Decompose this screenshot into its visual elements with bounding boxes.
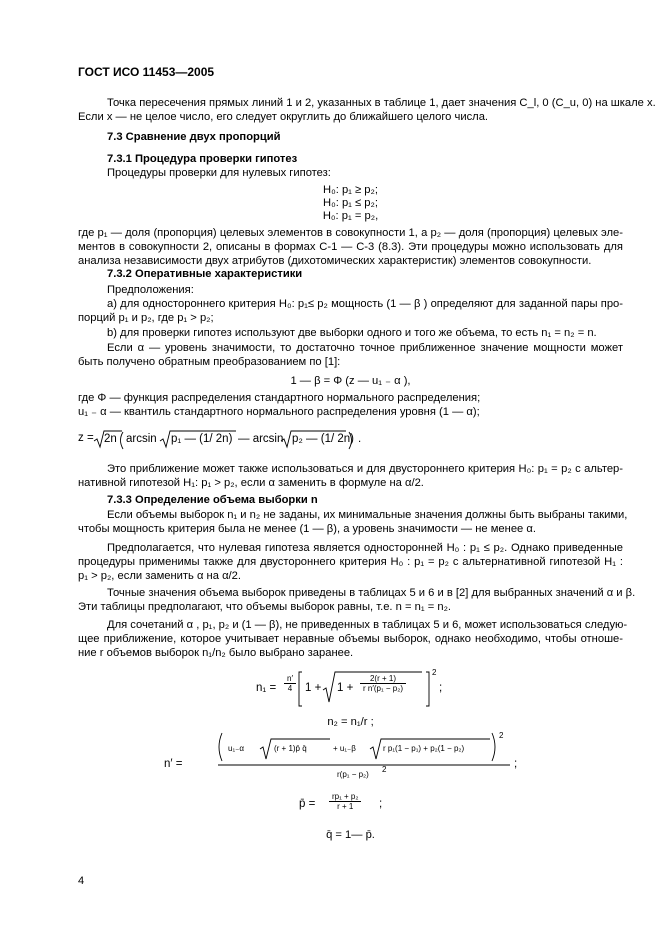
n1-power: 2 <box>432 668 437 677</box>
n-prime-denominator: r(p₁ − p₂) <box>337 770 369 779</box>
z-sqrt-2n: 2n <box>104 433 117 445</box>
formula-n2: n₂ = n₁/r ; <box>327 716 374 728</box>
approx-line: Это приближение может также использоваться и для двустороннего критерия H₀: p₁ = p₂ с альтер- <box>107 463 623 475</box>
assumption-a-line: а) для одностороннего критерия H₀: p₁≤ p₂ мощность (1 — β ) определяют для заданной пары про- <box>107 298 623 310</box>
hypothesis-1: H₀: p₁ ≥ p₂; <box>323 184 378 196</box>
paragraph-line: анализа независимости двух атрибутов (дихотомических характеристик) элементов совокупности. <box>78 255 592 267</box>
paragraph-line: p₁ > p₂, если заменить α на α/2. <box>78 570 241 582</box>
paragraph-line: Точные значения объема выборок приведены в таблицах 5 и 6 и в [2] для выбранных значений α и β. <box>107 587 636 599</box>
alpha-line: Если α — уровень значимости, то достаточно точное приближенное значение мощности может <box>107 342 623 354</box>
power-formula: 1 — β = Φ (z — u₁ ₋ α ), <box>290 375 411 387</box>
document-header: ГОСТ ИСО 11453—2005 <box>78 65 215 79</box>
intro-line-2: Если x — не целое число, его следует округлить до ближайшего целого числа. <box>78 111 489 123</box>
where-phi: где Φ — функция распределения стандартного нормального распределения; <box>78 392 481 404</box>
section-7-3-3-heading: 7.3.3 Определение объема выборки n <box>107 494 318 506</box>
formula-n1 <box>256 668 456 710</box>
assumption-a-line: порций p₁ и p₂, где p₁ > p₂; <box>78 312 214 324</box>
n-prime-u1: u₁₋α <box>228 744 244 753</box>
z-lhs: z = <box>78 432 94 444</box>
paragraph-line: Для сочетаний α , p₁, p₂ и (1 — β), не приведенных в таблицах 5 и 6, может использоваться следую- <box>107 619 628 631</box>
n-prime-radicand-1: (r + 1)p̄ q̄ <box>274 744 307 753</box>
formula-p-bar <box>299 790 419 820</box>
hypothesis-2: H₀: p₁ ≤ p₂; <box>323 197 378 209</box>
n1-end: ; <box>439 682 443 694</box>
p-bar-fraction: $\frac{\text{rp₁ + p₂}}{r + 1}$ <box>329 792 361 811</box>
assumption-b-line: b) для проверки гипотез используют две выборки одного и того же объема, то есть n₁ = n₂ = n. <box>107 327 597 339</box>
n-prime-plus-u: + u₁₋β <box>333 744 356 753</box>
p-bar-end: ; <box>379 798 383 810</box>
n-prime-den-power: 2 <box>382 765 387 774</box>
alpha-line: быть получено обратным преобразованием по [1]: <box>78 356 341 368</box>
section-7-3-heading: 7.3 Сравнение двух пропорций <box>107 131 281 143</box>
n1-fraction: $\frac{n'}{4}$ <box>284 674 296 693</box>
page-number: 4 <box>78 875 85 887</box>
n-prime-radicand-2: r p₁(1 − p₁) + p₂(1 − p₂) <box>383 744 465 753</box>
n1-one-plus: 1 + <box>305 682 322 694</box>
hypothesis-3: H₀: p₁ = p₂, <box>322 210 379 222</box>
n-prime-end: ; <box>514 758 518 770</box>
approx-line: нативной гипотезой H₁: p₁ > p₂, если α заменить в формуле на α/2. <box>78 477 424 489</box>
p-bar-lhs: p̄ = <box>299 798 316 810</box>
assumptions-label: Предположения: <box>107 284 194 296</box>
z-formula: z = 2n arcsin p₁ — (1/ 2n) — arcsin p₂ — (1/ 2n) . <box>78 429 378 453</box>
n-prime-lhs: n′ = <box>164 758 183 770</box>
paragraph-line: где p₁ — доля (пропорция) целевых элементов в совокупности 1, а p₂ — доля (пропорция) целевых эле- <box>78 227 623 239</box>
n1-inner-fraction: $\frac{2(r + 1)}{\text{r n′(p₁ − p₂)}}$ <box>360 674 406 693</box>
intro-line-1: Точка пересечения прямых линий 1 и 2, указанных в таблице 1, дает значения C_l, 0 (C_u, 0) на шкале x. <box>107 97 656 109</box>
formula-q-bar: q̄ = 1— p̄. <box>326 829 375 841</box>
paragraph-line: щее приближение, которое учитывает неравные объемы выборок, однако необходимо, чтобы отноше- <box>78 633 623 645</box>
z-minus-arcsin: — arcsin <box>238 433 284 445</box>
hypotheses-intro: Процедуры проверки для нулевых гипотез: <box>107 167 331 179</box>
where-u: u₁ ₋ α — квантиль стандартного нормального распределения уровня (1 — α); <box>78 406 480 418</box>
paragraph-line: чтобы мощность критерия была не менее (1 — β), а уровень значимости — не менее α. <box>78 523 536 535</box>
paragraph-line: Предполагается, что нулевая гипотеза является односторонней H₀ : p₁ ≤ p₂. Однако приведенные <box>107 542 623 554</box>
z-arg-1: p₁ — (1/ 2n) <box>171 433 233 445</box>
n-prime-power: 2 <box>499 731 504 740</box>
z-arcsin-1: arcsin <box>126 433 157 445</box>
section-7-3-1-heading: 7.3.1 Процедура проверки гипотез <box>107 153 298 165</box>
paragraph-line: ние r объемов выборок n₁/n₂ было выбрано заранее. <box>78 647 354 659</box>
section-7-3-2-heading: 7.3.2 Оперативные характеристики <box>107 268 303 280</box>
z-arg-2: p₂ — (1/ 2n) <box>292 433 354 445</box>
paragraph-line: Эти таблицы предполагают, что объемы выборок равны, т.е. n = n₁ = n₂. <box>78 601 452 613</box>
n1-lhs: n₁ = <box>256 682 277 694</box>
paragraph-line: Если объемы выборок n₁ и n₂ не заданы, их минимальные значения должны быть выбраны такими, <box>107 509 628 521</box>
paragraph-line: процедуры применимы также для двустороннего критерия H₀ : p₁ = p₂ с альтернативной гипотезой H₁ : <box>78 556 623 568</box>
n1-inner-one-plus: 1 + <box>337 682 354 694</box>
formula-n-prime <box>164 731 522 785</box>
paragraph-line: ментов в совокупности 2, описаны в формах С-1 — С-3 (8.3). Эти процедуры можно использовать для <box>78 241 623 253</box>
